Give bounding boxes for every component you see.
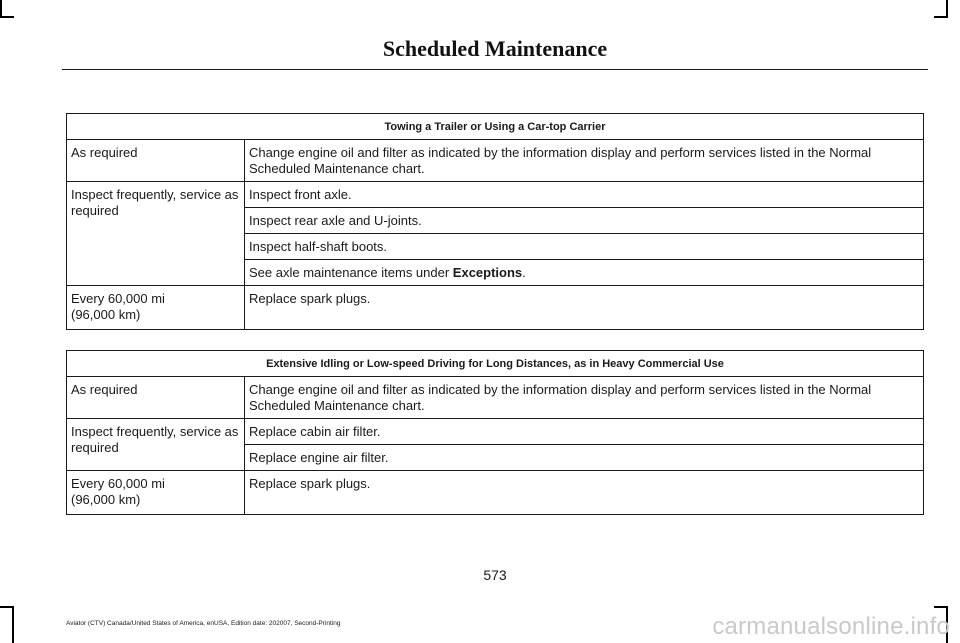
table-row <box>67 286 924 330</box>
exceptions-reference: Exceptions <box>452 265 523 280</box>
page-title: Scheduled Maintenance <box>382 36 608 61</box>
task-cell: Inspect front axle. <box>245 182 924 208</box>
task-cell: Inspect half-shaft boots. <box>245 234 924 260</box>
task-cell: Replace spark plugs. <box>245 471 924 515</box>
crop-mark-top-right-h <box>934 16 948 18</box>
table-row <box>67 377 924 419</box>
table-heading-row <box>67 351 924 377</box>
edition-footer: Aviator (CTV) Canada/United States of America, enUSA, Edition date: 202007, Second-Printing <box>66 620 341 627</box>
interval-cell <box>67 471 245 515</box>
watermark-logo: carmanualsonline.info <box>712 613 950 640</box>
crop-mark-bottom-left-h <box>0 606 14 608</box>
task-text-suffix: . <box>522 265 526 280</box>
page-number: 573 <box>483 567 507 583</box>
table-heading: Extensive Idling or Low-speed Driving for Long Distances, as in Heavy Commercial Use <box>67 351 924 377</box>
interval-cell: As required <box>67 140 245 182</box>
task-text: See axle maintenance items under <box>249 265 453 280</box>
task-cell: Change engine oil and filter as indicated by the information display and perform services listed in the Normal Scheduled Maintenance chart. <box>245 140 924 182</box>
task-cell: Replace engine air filter. <box>245 445 924 471</box>
crop-mark-bottom-right-h <box>934 606 948 608</box>
interval-cell <box>67 286 245 330</box>
maintenance-table-idling <box>66 350 924 515</box>
crop-mark-top-left-h <box>0 16 14 18</box>
interval-line: Every 60,000 mi <box>71 476 165 491</box>
interval-line: Every 60,000 mi <box>71 291 165 306</box>
header-rule <box>62 69 928 70</box>
table-row <box>67 140 924 182</box>
task-cell: Replace spark plugs. <box>245 286 924 330</box>
interval-line: (96,000 km) <box>71 307 141 322</box>
table-row <box>67 471 924 515</box>
maintenance-table-towing <box>66 113 924 330</box>
interval-cell: As required <box>67 377 245 419</box>
interval-cell: Inspect frequently, service as required <box>67 182 245 286</box>
task-cell <box>245 260 924 286</box>
table-heading: Towing a Trailer or Using a Car-top Carrier <box>67 114 924 140</box>
task-cell: Change engine oil and filter as indicated by the information display and perform services listed in the Normal Scheduled Maintenance chart. <box>245 377 924 419</box>
table-row <box>67 419 924 445</box>
task-cell: Inspect rear axle and U-joints. <box>245 208 924 234</box>
table-heading-row <box>67 114 924 140</box>
interval-cell: Inspect frequently, service as required <box>67 419 245 471</box>
crop-mark-bottom-left <box>12 606 14 643</box>
table-row <box>67 182 924 208</box>
task-cell: Replace cabin air filter. <box>245 419 924 445</box>
interval-line: (96,000 km) <box>71 492 141 507</box>
